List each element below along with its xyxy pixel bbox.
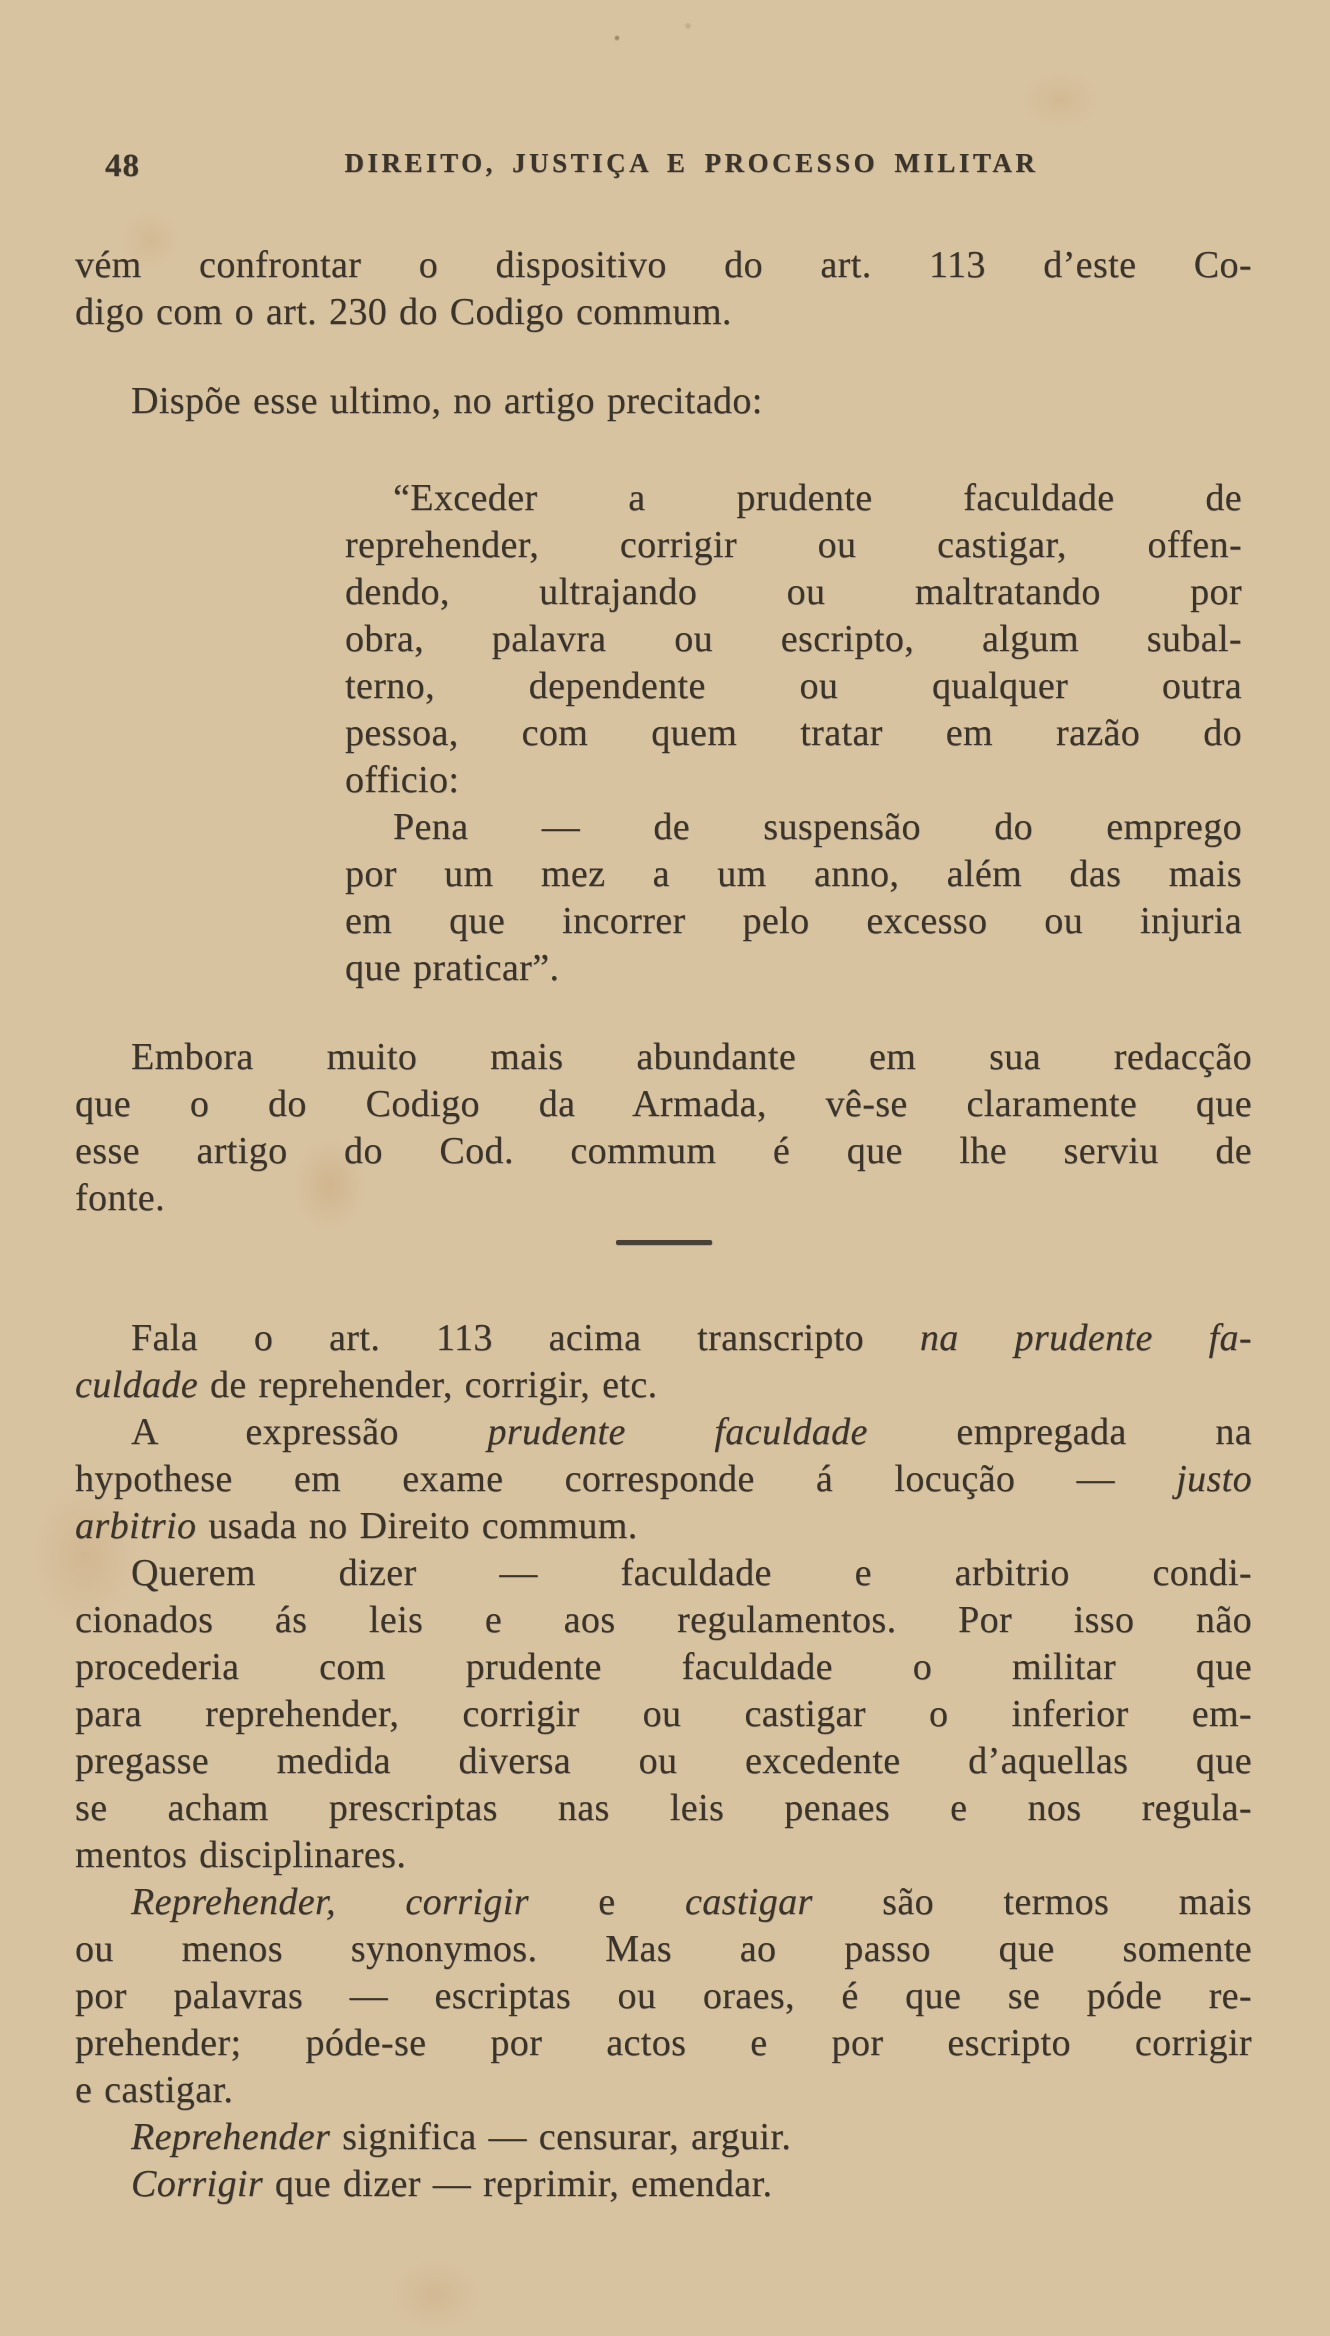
- text-segment: culdade: [75, 1364, 199, 1406]
- text-segment: dendo, ultrajando ou maltratando por: [345, 571, 1242, 613]
- text-segment: e: [528, 1881, 685, 1923]
- text-segment: vém confrontar o dispositivo do art. 113 d’este Co-: [75, 244, 1252, 286]
- text-line: [345, 475, 1242, 522]
- text-line: [75, 2114, 1252, 2161]
- text-line: [75, 1644, 1252, 1691]
- text-line: [345, 616, 1242, 663]
- text-segment: que praticar”.: [345, 947, 560, 989]
- page-number: 48: [105, 148, 140, 184]
- text-line: [75, 1175, 1252, 1222]
- text-segment: pregasse medida diversa ou excedente d’aquellas que: [75, 1740, 1252, 1782]
- text-segment: castigar: [684, 1881, 813, 1923]
- text-line: [345, 710, 1242, 757]
- text-line: [75, 1597, 1252, 1644]
- text-segment: cionados ás leis e aos regulamentos. Por isso não: [75, 1599, 1252, 1641]
- text-line: [75, 1503, 1252, 1550]
- text-line: [345, 522, 1242, 569]
- text-segment: arbitrio: [75, 1505, 197, 1547]
- text-segment: mentos disciplinares.: [75, 1834, 407, 1876]
- text-segment: reprehender, corrigir ou castigar, offen-: [345, 524, 1242, 566]
- quote-paragraph: [345, 804, 1242, 992]
- paragraph: [75, 1879, 1252, 2114]
- text-segment: Querem dizer — faculdade e arbitrio condi-: [131, 1552, 1252, 1594]
- paragraph: [75, 242, 1252, 336]
- text-line: [75, 1926, 1252, 1973]
- text-segment: Dispõe esse ultimo, no artigo precitado:: [131, 380, 763, 422]
- text-segment: e castigar.: [75, 2069, 234, 2111]
- text-line: [75, 1738, 1252, 1785]
- text-segment: prudente faculdade: [487, 1411, 868, 1453]
- paragraph: [75, 378, 1252, 425]
- text-segment: Pena — de suspensão do emprego: [393, 806, 1242, 848]
- text-segment: procederia com prudente faculdade o militar que: [75, 1646, 1252, 1688]
- paragraph: [75, 1409, 1252, 1550]
- text-line: [75, 2020, 1252, 2067]
- text-segment: ou menos synonymos. Mas ao passo que somente: [75, 1928, 1252, 1970]
- text-segment: justo: [1176, 1458, 1252, 1500]
- text-line: [345, 804, 1242, 851]
- text-segment: empregada na: [867, 1411, 1252, 1453]
- text-line: [75, 1973, 1252, 2020]
- text-line: [75, 2161, 1252, 2208]
- text-segment: usada no Direito commum.: [196, 1505, 638, 1547]
- text-line: [75, 2067, 1252, 2114]
- text-segment: pessoa, com quem tratar em razão do: [345, 712, 1242, 754]
- text-segment: Corrigir: [131, 2163, 264, 2205]
- text-segment: fonte.: [75, 1177, 165, 1219]
- text-segment: obra, palavra ou escripto, algum subal-: [345, 618, 1242, 660]
- page-text: [75, 242, 1252, 2208]
- text-line: [75, 1409, 1252, 1456]
- text-segment: na prudente fa-: [919, 1317, 1252, 1359]
- text-segment: terno, dependente ou qualquer outra: [345, 665, 1242, 707]
- text-line: [75, 289, 1252, 336]
- text-segment: esse artigo do Cod. commum é que lhe serviu de: [75, 1130, 1252, 1172]
- text-line: [75, 1785, 1252, 1832]
- text-segment: se acham prescriptas nas leis penaes e nos regula-: [75, 1787, 1252, 1829]
- text-line: [75, 1081, 1252, 1128]
- paragraph: [75, 2114, 1252, 2161]
- text-segment: para reprehender, corrigir ou castigar o inferior em-: [75, 1693, 1252, 1735]
- text-segment: Fala o art. 113 acima transcripto: [131, 1317, 920, 1359]
- text-segment: prehender; póde-se por actos e por escripto corrigir: [75, 2022, 1252, 2064]
- text-line: [75, 1691, 1252, 1738]
- text-line: [75, 1456, 1252, 1503]
- text-line: [345, 945, 1242, 992]
- paragraph: [75, 1315, 1252, 1409]
- text-segment: em que incorrer pelo excesso ou injuria: [345, 900, 1242, 942]
- text-line: [75, 242, 1252, 289]
- text-line: [75, 378, 1252, 425]
- text-segment: Reprehender: [131, 2116, 331, 2158]
- paragraph: [75, 2161, 1252, 2208]
- text-line: [345, 757, 1242, 804]
- quote-paragraph: [345, 475, 1242, 804]
- text-segment: Embora muito mais abundante em sua redacção: [131, 1036, 1252, 1078]
- paragraph: [75, 1550, 1252, 1879]
- section-divider: [616, 1240, 712, 1245]
- text-line: [75, 1550, 1252, 1597]
- text-line: [345, 569, 1242, 616]
- text-segment: por palavras — escriptas ou oraes, é que se póde re-: [75, 1975, 1252, 2017]
- text-segment: A expressão: [131, 1411, 488, 1453]
- paragraph: [75, 1034, 1252, 1222]
- text-line: [75, 1128, 1252, 1175]
- page-header: [75, 148, 1252, 182]
- text-line: [345, 851, 1242, 898]
- text-segment: que dizer — reprimir, emendar.: [263, 2163, 773, 2205]
- text-line: [75, 1034, 1252, 1081]
- text-segment: por um mez a um anno, além das mais: [345, 853, 1242, 895]
- text-segment: que o do Codigo da Armada, vê-se claramente que: [75, 1083, 1252, 1125]
- text-line: [345, 898, 1242, 945]
- text-segment: de reprehender, corrigir, etc.: [198, 1364, 658, 1406]
- text-line: [75, 1832, 1252, 1879]
- text-segment: officio:: [345, 759, 460, 801]
- text-line: [75, 1879, 1252, 1926]
- text-segment: significa — censurar, arguir.: [330, 2116, 792, 2158]
- text-segment: digo com o art. 230 do Codigo commum.: [75, 291, 732, 333]
- text-segment: são termos mais: [812, 1881, 1252, 1923]
- text-line: [75, 1315, 1252, 1362]
- text-segment: Reprehender, corrigir: [131, 1881, 529, 1923]
- running-title: DIREITO, JUSTIÇA E PROCESSO MILITAR: [344, 148, 1039, 178]
- text-line: [75, 1362, 1252, 1409]
- text-segment: hypothese em exame corresponde á locução —: [75, 1458, 1177, 1500]
- text-segment: “Exceder a prudente faculdade de: [393, 477, 1242, 519]
- text-line: [345, 663, 1242, 710]
